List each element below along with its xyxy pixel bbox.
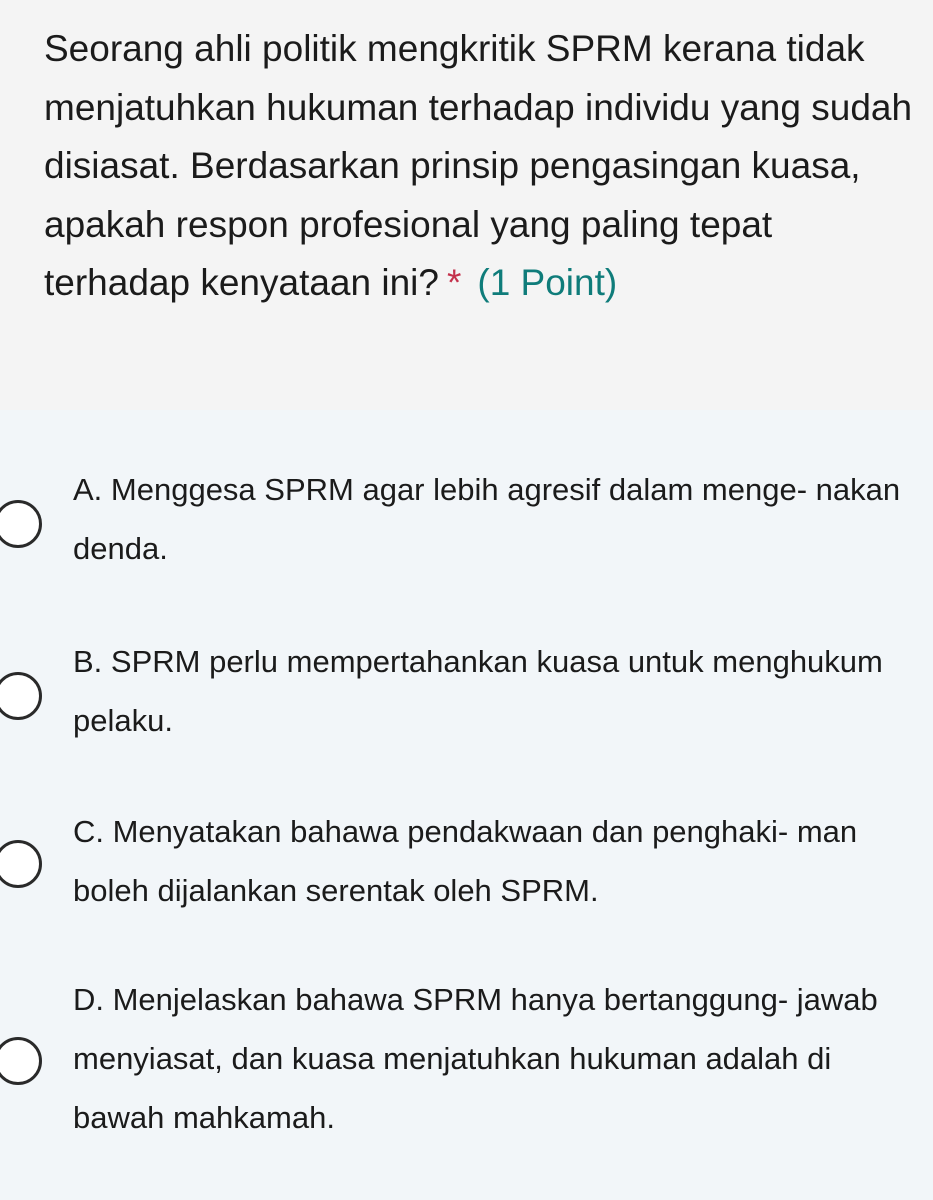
question-body: Seorang ahli politik mengkritik SPRM kerana tidak menjatuhkan hukuman terhadap individu yang sudah disiasat. Berdasarkan prinsip pengasingan kuasa, apakah respon profesional yang paling tepat terhadap kenyataan ini? [44, 28, 913, 303]
question-text [44, 20, 919, 313]
option-d-label: D. Menjelaskan bahawa SPRM hanya bertanggung- jawab menyiasat, dan kuasa menjatuhkan hukuman adalah di bawah mahkamah. [73, 982, 878, 1135]
answer-options [0, 410, 933, 1200]
option-a-radio[interactable] [0, 500, 42, 548]
option-c-label: C. Menyatakan bahawa pendakwaan dan penghaki- man boleh dijalankan serentak oleh SPRM. [73, 814, 858, 908]
question-header [0, 0, 933, 410]
question-points: (1 Point) [477, 262, 618, 303]
option-a-label: A. Menggesa SPRM agar lebih agresif dalam menge- nakan denda. [73, 472, 901, 566]
option-d-radio[interactable] [0, 1037, 42, 1085]
option-b-radio[interactable] [0, 672, 42, 720]
option-c-radio[interactable] [0, 840, 42, 888]
required-asterisk: * [446, 262, 462, 303]
option-b-label: B. SPRM perlu mempertahankan kuasa untuk menghukum pelaku. [73, 644, 883, 738]
